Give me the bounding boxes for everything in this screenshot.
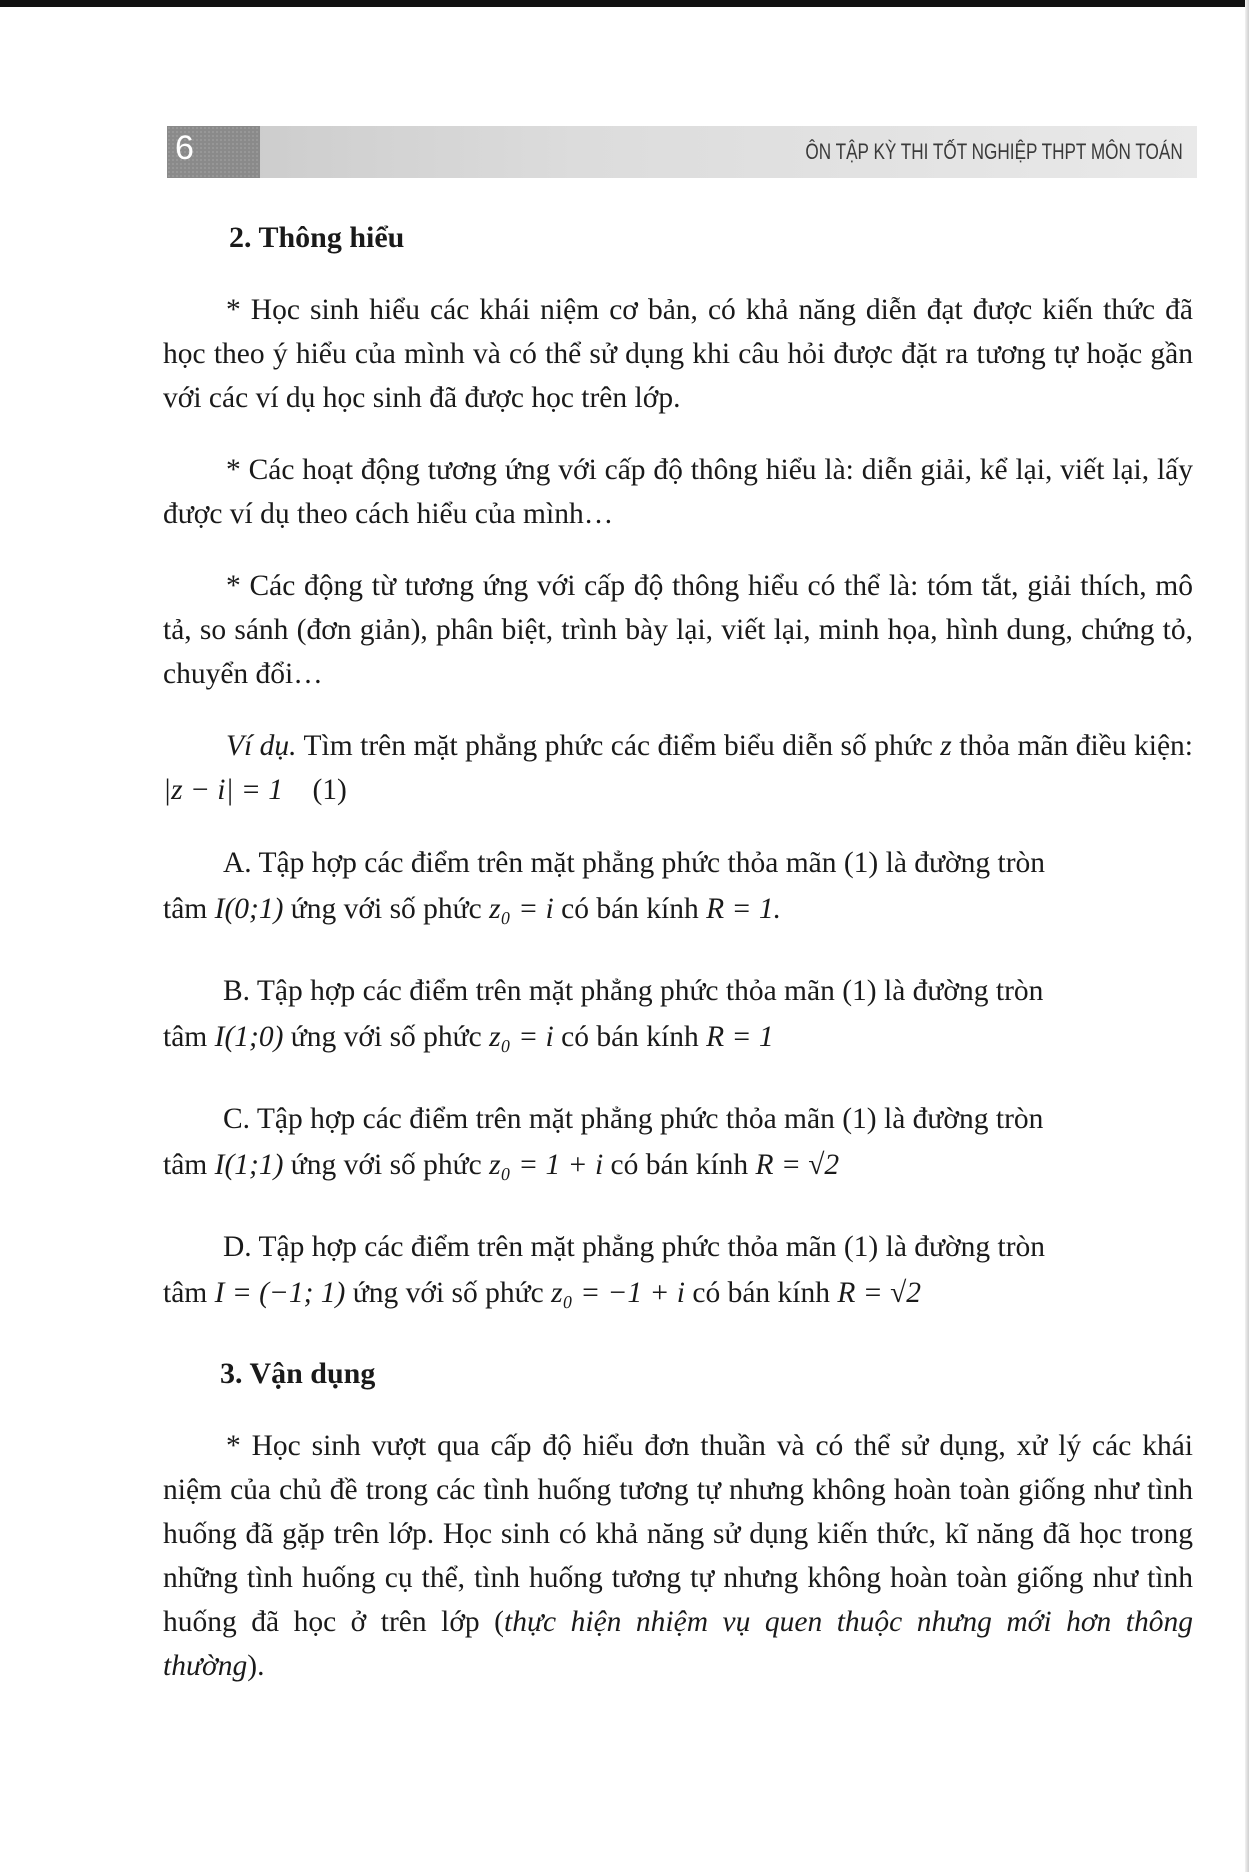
section-3-paragraph-1: * Học sinh vượt qua cấp độ hiểu đơn thuần và có thể sử dụng, xử lý các khái niệm của chủ đề trong các tình huống tương tự nhưng không hoàn toàn giống như tình huống đã gặp trên lớp. Học sinh có khả năng sử dụng kiến thức, kĩ năng đã học trong những tình huống cụ thể, tình huống tương tự nhưng không hoàn toàn giống như tình huống đã học ở trên lớp (thực hiện nhiệm vụ quen thuộc nhưng mới hơn thông thường).: [163, 1430, 1193, 1682]
option-d-line1: D. Tập hợp các điểm trên mặt phẳng phức thỏa mãn (1) là đường tròn: [223, 1231, 1046, 1263]
option-a-line2: tâm I(0;1) ứng với số phức z₀ = i có bán kính R = 1.: [163, 893, 781, 925]
page-body: [163, 216, 1193, 1688]
section-2-heading: 2. Thông hiểu: [229, 221, 405, 254]
example-label: Ví dụ.: [226, 730, 297, 762]
example-var-z: z: [940, 730, 952, 762]
section-3-italic-phrase: thực hiện nhiệm vụ quen thuộc nhưng mới hơn thông thường: [163, 1606, 1193, 1682]
example-text-after: thỏa mãn điều kiện:: [951, 730, 1194, 762]
example-condition-tag: (1): [312, 774, 347, 806]
option-b-radius: R = 1: [706, 1021, 774, 1053]
page-number-box: [167, 126, 260, 178]
section-3-heading: 3. Vận dụng: [220, 1357, 376, 1390]
option-a: [163, 840, 1193, 932]
option-c-line1: C. Tập hợp các điểm trên mặt phẳng phức thỏa mãn (1) là đường tròn: [223, 1103, 1044, 1135]
option-c-center: I(1;1): [214, 1149, 284, 1181]
option-d: [163, 1224, 1193, 1316]
option-b-center: I(1;0): [214, 1021, 284, 1053]
option-a-center: I(0;1): [214, 893, 284, 925]
option-c-line2: tâm I(1;1) ứng với số phức z₀ = 1 + i có bán kính R = √2: [163, 1149, 840, 1181]
option-b-z0: z₀ = i: [489, 1021, 554, 1053]
option-a-radius: R = 1.: [706, 893, 781, 925]
option-b-line2: tâm I(1;0) ứng với số phức z₀ = i có bán kính R = 1: [163, 1021, 774, 1053]
header-title: ÔN TẬP KỲ THI TỐT NGHIỆP THPT MÔN TOÁN: [805, 139, 1183, 164]
section-2-paragraph-3: * Các động từ tương ứng với cấp độ thông hiểu có thể là: tóm tắt, giải thích, mô tả, so sánh (đơn giản), phân biệt, trình bày lại, viết lại, minh họa, hình dung, chứng tỏ, chuyển đổi…: [163, 570, 1193, 690]
option-c-z0: z₀ = 1 + i: [489, 1149, 604, 1181]
option-b-line1: B. Tập hợp các điểm trên mặt phẳng phức thỏa mãn (1) là đường tròn: [223, 975, 1044, 1007]
option-a-line1: A. Tập hợp các điểm trên mặt phẳng phức thỏa mãn (1) là đường tròn: [223, 847, 1046, 879]
running-header: [167, 126, 1197, 178]
option-c: [163, 1096, 1193, 1188]
example-text-before: Tìm trên mặt phẳng phức các điểm biểu diễn số phức: [296, 730, 941, 762]
option-a-z0: z₀ = i: [489, 893, 554, 925]
option-d-center: I = (−1; 1): [214, 1277, 346, 1309]
option-d-line2: tâm I = (−1; 1) ứng với số phức z₀ = −1 + i có bán kính R = √2: [163, 1277, 922, 1309]
page-top-edge: [0, 0, 1249, 7]
example-statement: [163, 724, 1193, 812]
option-d-radius: R = √2: [837, 1277, 922, 1309]
page-number: 6: [175, 129, 194, 167]
section-2-paragraph-2: * Các hoạt động tương ứng với cấp độ thông hiểu là: diễn giải, kể lại, viết lại, lấy được ví dụ theo cách hiểu của mình…: [163, 454, 1193, 530]
option-d-z0: z₀ = −1 + i: [551, 1277, 685, 1309]
section-2-paragraph-1: * Học sinh hiểu các khái niệm cơ bản, có khả năng diễn đạt được kiến thức đã học theo ý hiểu của mình và có thể sử dụng khi câu hỏi được đặt ra tương tự hoặc gần với các ví dụ học sinh đã được học trên lớp.: [163, 294, 1193, 414]
example-condition: |z − i| = 1: [163, 774, 283, 806]
option-c-radius: R = √2: [755, 1149, 840, 1181]
page-right-edge: [1245, 0, 1249, 1872]
option-b: [163, 968, 1193, 1060]
